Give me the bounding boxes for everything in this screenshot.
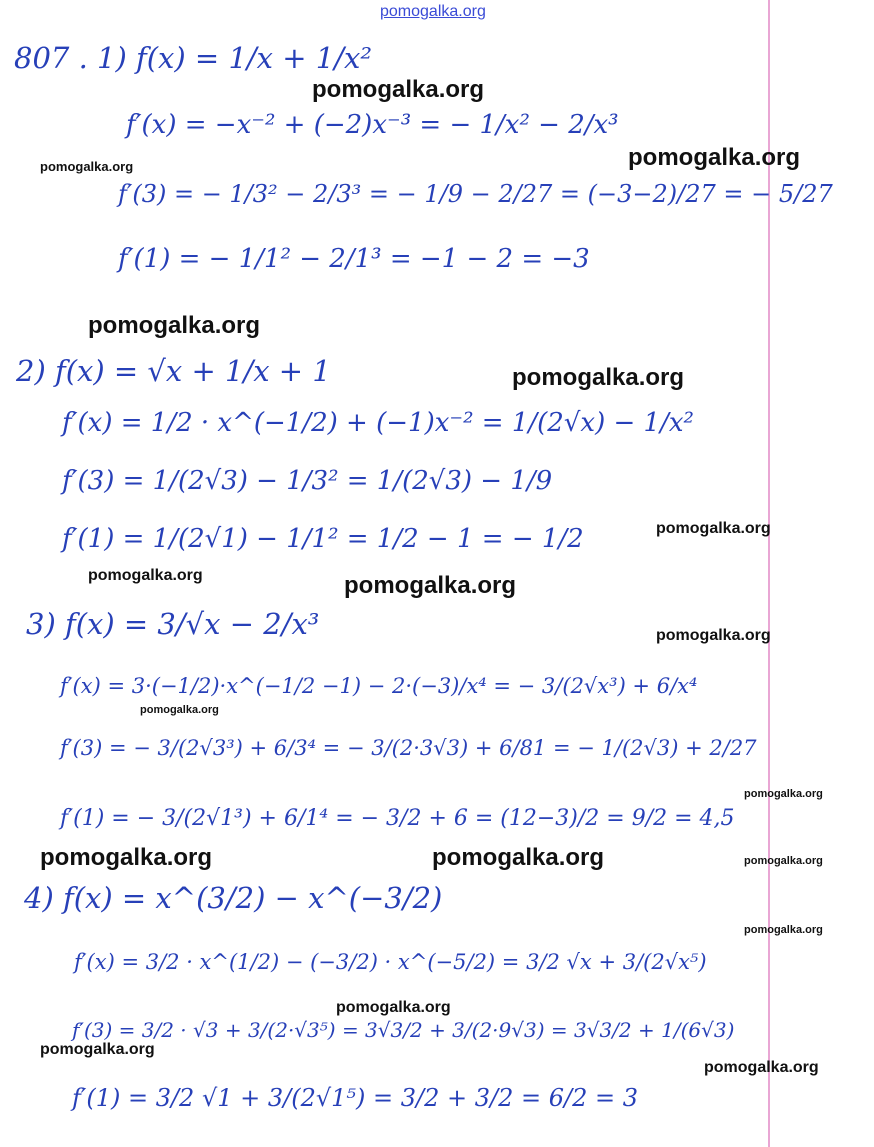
problem-1-value-at-3: f′(3) = − 1/3² − 2/3³ = − 1/9 − 2/27 = (−3−2)/27 = − 5/27 bbox=[118, 180, 833, 208]
watermark: pomogalka.org bbox=[656, 520, 771, 537]
problem-1-header: 807 . 1) f(x) = 1/x + 1/x² bbox=[14, 41, 372, 75]
problem-4-value-at-1: f′(1) = 3/2 √1 + 3/(2√1⁵) = 3/2 + 3/2 = 6/2 = 3 bbox=[72, 1084, 639, 1112]
problem-2-value-at-1: f′(1) = 1/(2√1) − 1/1² = 1/2 − 1 = − 1/2 bbox=[62, 524, 584, 554]
watermark: pomogalka.org bbox=[88, 567, 203, 584]
problem-3-value-at-1: f′(1) = − 3/(2√1³) + 6/1⁴ = − 3/2 + 6 = (12−3)/2 = 9/2 = 4,5 bbox=[60, 806, 735, 831]
watermark: pomogalka.org bbox=[628, 144, 801, 171]
problem-2-value-at-3: f′(3) = 1/(2√3) − 1/3² = 1/(2√3) − 1/9 bbox=[62, 466, 553, 496]
watermark: pomogalka.org bbox=[140, 704, 219, 716]
watermark: pomogalka.org bbox=[744, 924, 823, 936]
problem-3-header: 3) f(x) = 3/√x − 2/x³ bbox=[26, 607, 320, 641]
watermark: pomogalka.org bbox=[512, 364, 685, 391]
watermark: pomogalka.org bbox=[40, 844, 213, 871]
watermark: pomogalka.org bbox=[704, 1059, 819, 1076]
watermark: pomogalka.org bbox=[656, 627, 771, 644]
watermark: pomogalka.org bbox=[744, 855, 823, 867]
watermark: pomogalka.org bbox=[380, 3, 486, 20]
problem-3-derivative: f′(x) = 3·(−1/2)·x^(−1/2 −1) − 2·(−3)/x⁴ = − 3/(2√x³) + 6/x⁴ bbox=[60, 674, 698, 698]
problem-4-header: 4) f(x) = x^(3/2) − x^(−3/2) bbox=[24, 881, 443, 915]
problem-4-derivative: f′(x) = 3/2 · x^(1/2) − (−3/2) · x^(−5/2) = 3/2 √x + 3/(2√x⁵) bbox=[74, 950, 707, 974]
watermark: pomogalka.org bbox=[40, 159, 134, 174]
watermark: pomogalka.org bbox=[312, 76, 485, 103]
watermark: pomogalka.org bbox=[40, 1041, 155, 1058]
problem-3-value-at-3: f′(3) = − 3/(2√3³) + 6/3⁴ = − 3/(2·3√3) + 6/81 = − 1/(2√3) + 2/27 bbox=[60, 736, 757, 760]
watermark: pomogalka.org bbox=[336, 999, 451, 1016]
watermark: pomogalka.org bbox=[744, 788, 823, 800]
problem-2-derivative: f′(x) = 1/2 · x^(−1/2) + (−1)x⁻² = 1/(2√x) − 1/x² bbox=[62, 408, 694, 438]
problem-2-header: 2) f(x) = √x + 1/x + 1 bbox=[16, 354, 331, 388]
watermark: pomogalka.org bbox=[344, 572, 517, 599]
watermark: pomogalka.org bbox=[88, 312, 261, 339]
problem-4-value-at-3: f′(3) = 3/2 · √3 + 3/(2·√3⁵) = 3√3/2 + 3/(2·9√3) = 3√3/2 + 1/(6√3) bbox=[72, 1018, 735, 1042]
watermark: pomogalka.org bbox=[432, 844, 605, 871]
problem-1-value-at-1: f′(1) = − 1/1² − 2/1³ = −1 − 2 = −3 bbox=[118, 244, 590, 274]
problem-1-derivative: f′(x) = −x⁻² + (−2)x⁻³ = − 1/x² − 2/x³ bbox=[126, 110, 619, 140]
notebook-margin-line bbox=[768, 0, 770, 1147]
